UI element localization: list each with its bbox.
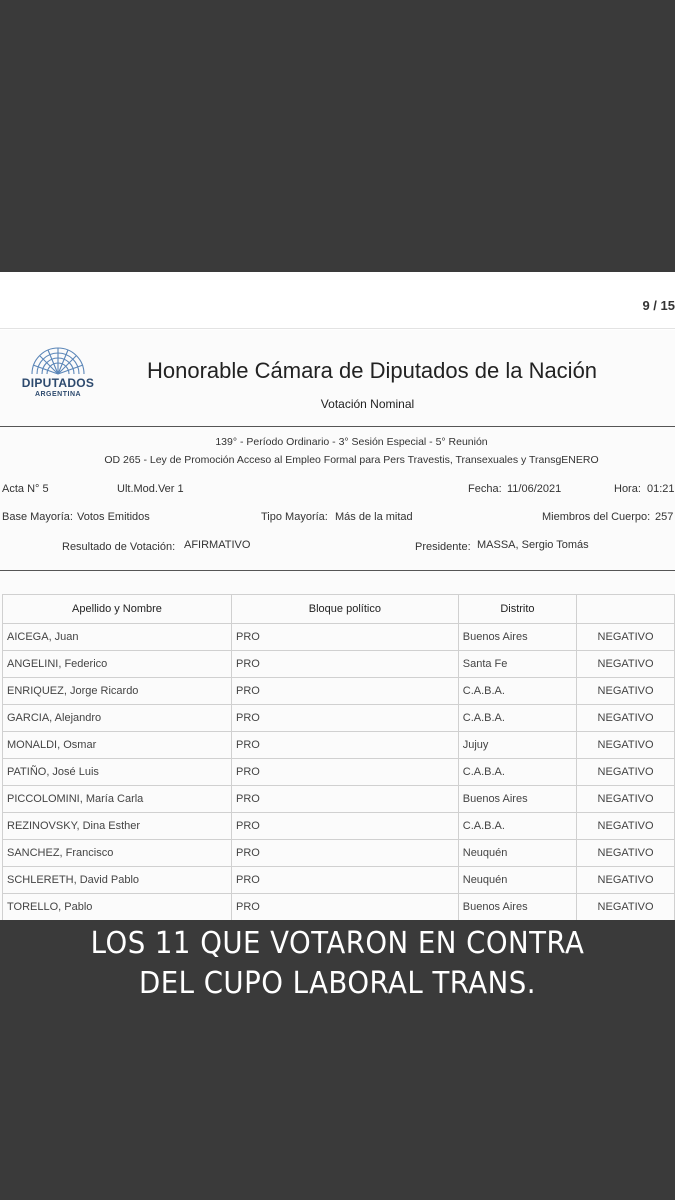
table-row bbox=[3, 705, 675, 732]
acta-number: Acta N° 5 bbox=[2, 483, 49, 495]
cell-bloque: PRO bbox=[231, 759, 458, 786]
hora-label: Hora: bbox=[614, 483, 641, 495]
column-header-distrito: Distrito bbox=[458, 595, 576, 624]
cell-voto: NEGATIVO bbox=[577, 786, 675, 813]
votes-table-body bbox=[3, 624, 675, 921]
presidente-label: Presidente: bbox=[415, 541, 471, 553]
resultado-label: Resultado de Votación: bbox=[62, 541, 176, 553]
column-header-name: Apellido y Nombre bbox=[3, 595, 232, 624]
base-mayoria-label: Base Mayoría: bbox=[2, 511, 73, 523]
cell-name: PATIÑO, José Luis bbox=[3, 759, 232, 786]
cell-voto: NEGATIVO bbox=[577, 678, 675, 705]
cell-voto: NEGATIVO bbox=[577, 894, 675, 921]
cell-name: ENRIQUEZ, Jorge Ricardo bbox=[3, 678, 232, 705]
cell-bloque: PRO bbox=[231, 705, 458, 732]
cell-bloque: PRO bbox=[231, 813, 458, 840]
page-indicator: 9 / 15 bbox=[642, 298, 675, 313]
cell-bloque: PRO bbox=[231, 678, 458, 705]
cell-distrito: Neuquén bbox=[458, 867, 576, 894]
cell-name: SCHLERETH, David Pablo bbox=[3, 867, 232, 894]
table-row bbox=[3, 759, 675, 786]
table-row bbox=[3, 813, 675, 840]
table-row bbox=[3, 867, 675, 894]
table-row bbox=[3, 840, 675, 867]
caption-line-2: DEL CUPO LABORAL TRANS. bbox=[139, 966, 536, 1001]
base-mayoria-value: Votos Emitidos bbox=[77, 511, 150, 523]
tipo-mayoria-label: Tipo Mayoría: bbox=[261, 511, 328, 523]
caption-line-1: LOS 11 QUE VOTARON EN CONTRA bbox=[90, 926, 585, 961]
cell-voto: NEGATIVO bbox=[577, 732, 675, 759]
resultado-value: AFIRMATIVO bbox=[184, 539, 251, 551]
logo-title: DIPUTADOS bbox=[21, 376, 95, 390]
cell-name: TORELLO, Pablo bbox=[3, 894, 232, 921]
cell-distrito: C.A.B.A. bbox=[458, 813, 576, 840]
version-label: Ult.Mod.Ver 1 bbox=[117, 483, 184, 495]
cell-voto: NEGATIVO bbox=[577, 705, 675, 732]
pdf-toolbar bbox=[0, 272, 675, 329]
session-line: 139° - Período Ordinario - 3° Sesión Especial - 5° Reunión bbox=[215, 436, 488, 448]
cell-bloque: PRO bbox=[231, 867, 458, 894]
cell-name: PICCOLOMINI, María Carla bbox=[3, 786, 232, 813]
votes-table bbox=[2, 594, 675, 920]
cell-distrito: Neuquén bbox=[458, 840, 576, 867]
miembros-value: 257 bbox=[655, 511, 674, 523]
table-row bbox=[3, 894, 675, 921]
fecha-label: Fecha: bbox=[468, 483, 502, 495]
cell-distrito: Santa Fe bbox=[458, 651, 576, 678]
presidente-value: MASSA, Sergio Tomás bbox=[477, 539, 589, 551]
column-header-bloque: Bloque político bbox=[231, 595, 458, 624]
cell-voto: NEGATIVO bbox=[577, 651, 675, 678]
cell-name: AICEGA, Juan bbox=[3, 624, 232, 651]
story-caption bbox=[27, 924, 648, 1004]
hora-value: 01:21 bbox=[647, 483, 675, 495]
cell-voto: NEGATIVO bbox=[577, 840, 675, 867]
table-row bbox=[3, 678, 675, 705]
cell-distrito: C.A.B.A. bbox=[458, 759, 576, 786]
document-title: Honorable Cámara de Diputados de la Nación bbox=[147, 358, 598, 383]
table-row bbox=[3, 732, 675, 759]
cell-bloque: PRO bbox=[231, 732, 458, 759]
column-header-voto bbox=[577, 595, 675, 624]
table-row bbox=[3, 624, 675, 651]
cell-name: SANCHEZ, Francisco bbox=[3, 840, 232, 867]
document-viewer bbox=[0, 272, 675, 920]
cell-bloque: PRO bbox=[231, 651, 458, 678]
cell-distrito: C.A.B.A. bbox=[458, 678, 576, 705]
cell-voto: NEGATIVO bbox=[577, 813, 675, 840]
law-line: OD 265 - Ley de Promoción Acceso al Empleo Formal para Pers Travestis, Transexuales y TransgENERO bbox=[104, 454, 599, 466]
cell-name: MONALDI, Osmar bbox=[3, 732, 232, 759]
cell-name: REZINOVSKY, Dina Esther bbox=[3, 813, 232, 840]
cell-bloque: PRO bbox=[231, 840, 458, 867]
fecha-value: 11/06/2021 bbox=[507, 483, 562, 495]
cell-distrito: C.A.B.A. bbox=[458, 705, 576, 732]
cell-distrito: Buenos Aires bbox=[458, 786, 576, 813]
tipo-mayoria-value: Más de la mitad bbox=[335, 511, 413, 523]
congress-dome-icon bbox=[28, 344, 88, 376]
cell-bloque: PRO bbox=[231, 786, 458, 813]
cell-voto: NEGATIVO bbox=[577, 624, 675, 651]
cell-distrito: Jujuy bbox=[458, 732, 576, 759]
cell-distrito: Buenos Aires bbox=[458, 894, 576, 921]
header-divider bbox=[0, 426, 675, 427]
miembros-label: Miembros del Cuerpo: bbox=[542, 511, 651, 523]
diputados-logo bbox=[18, 344, 98, 402]
cell-bloque: PRO bbox=[231, 624, 458, 651]
cell-distrito: Buenos Aires bbox=[458, 624, 576, 651]
cell-name: GARCIA, Alejandro bbox=[3, 705, 232, 732]
table-row bbox=[3, 786, 675, 813]
cell-voto: NEGATIVO bbox=[577, 759, 675, 786]
cell-bloque: PRO bbox=[231, 894, 458, 921]
document-subtitle: Votación Nominal bbox=[320, 397, 415, 411]
logo-subtitle: ARGENTINA bbox=[34, 391, 82, 398]
cell-name: ANGELINI, Federico bbox=[3, 651, 232, 678]
table-row bbox=[3, 651, 675, 678]
meta-divider bbox=[0, 570, 675, 571]
table-header-row bbox=[3, 595, 675, 624]
cell-voto: NEGATIVO bbox=[577, 867, 675, 894]
